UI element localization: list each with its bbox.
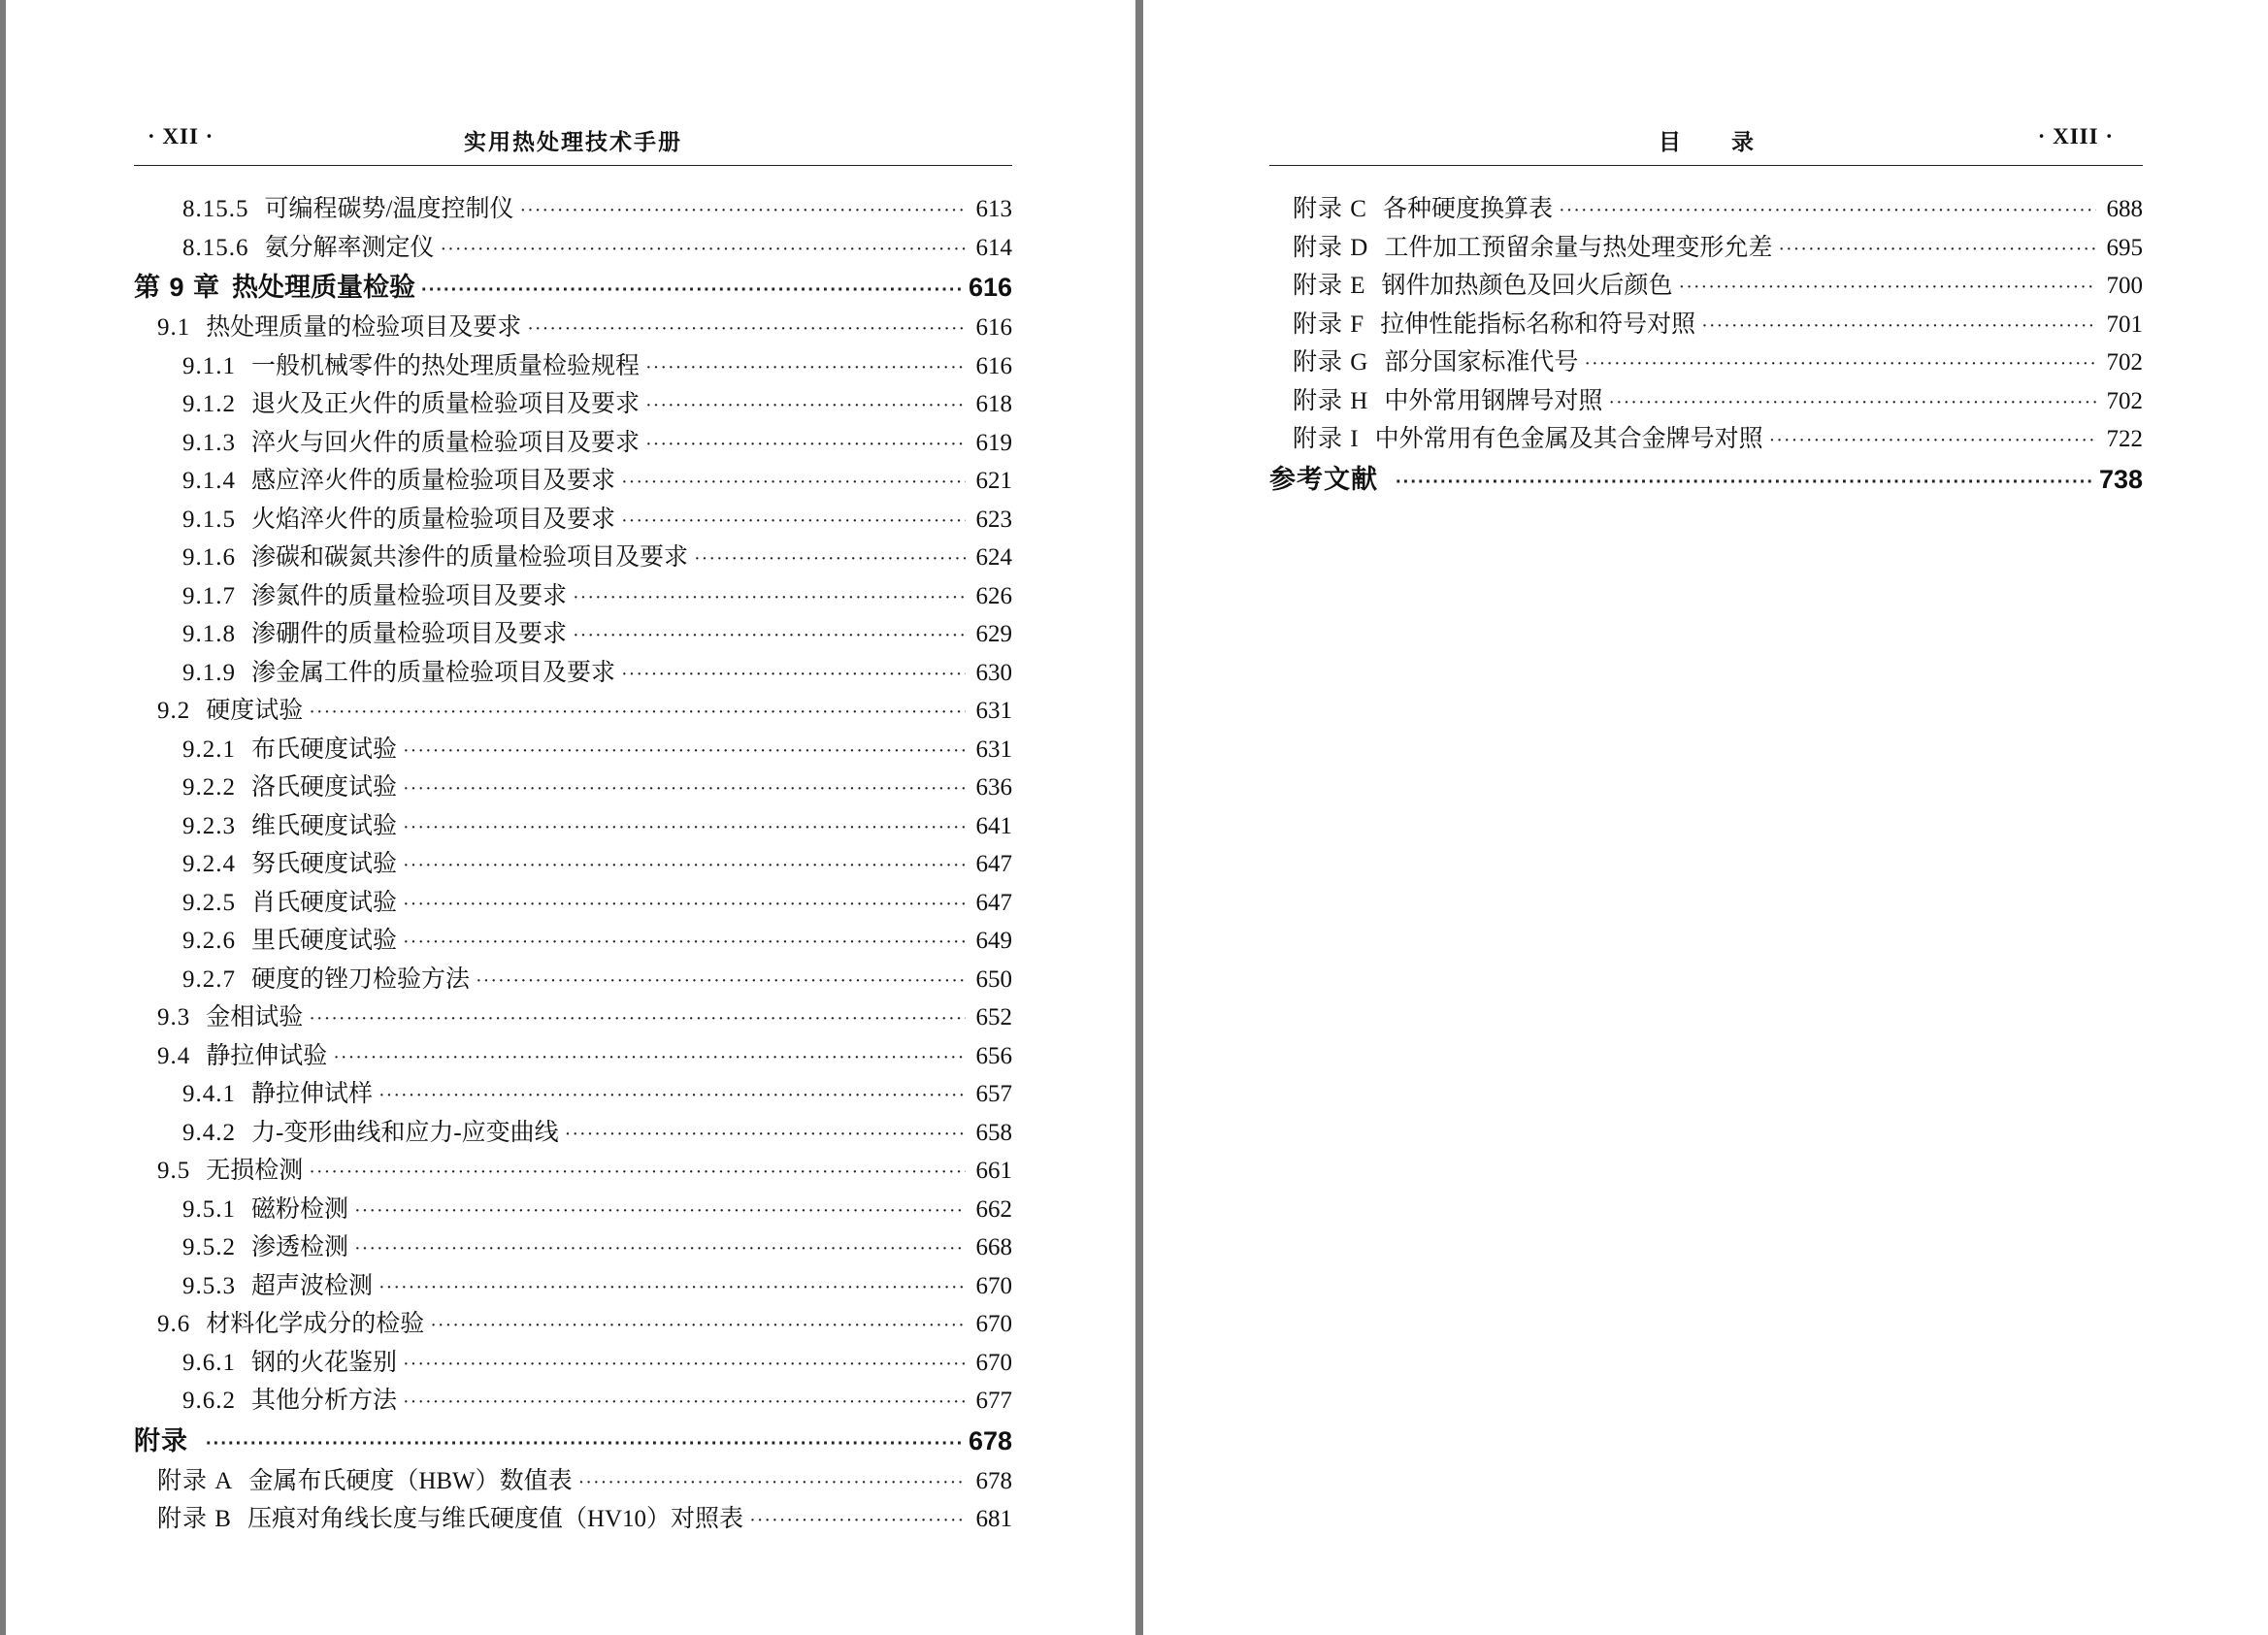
toc-entry-title: 无损检测 [206, 1158, 304, 1184]
toc-entry-number: 9.1.1 [182, 352, 236, 379]
toc-entry-page: 670 [975, 1272, 1012, 1299]
toc-entry-number: 9.1.6 [182, 544, 236, 571]
dot-leader [403, 1346, 966, 1385]
toc-entry-title: 部分国家标准代号 [1384, 349, 1579, 376]
toc-entry[interactable] [134, 1075, 1012, 1114]
dot-leader [403, 886, 966, 925]
toc-entry[interactable] [134, 845, 1012, 884]
dot-leader [1559, 192, 2096, 231]
toc-entry-number: 9.2.6 [182, 928, 236, 954]
toc-entry-page: 670 [975, 1311, 1012, 1337]
toc-entry-page: 678 [975, 1467, 1012, 1494]
toc-entry-number: 附录 E [1293, 273, 1366, 299]
toc-entry[interactable] [134, 807, 1012, 846]
toc-entry-page: 647 [975, 851, 1012, 877]
toc-entry[interactable] [134, 1228, 1012, 1267]
toc-entry-page: 701 [2106, 311, 2143, 338]
toc-entry[interactable] [134, 424, 1012, 463]
dot-leader [621, 503, 966, 541]
toc-entry-page: 616 [975, 314, 1012, 341]
dot-leader [430, 1307, 966, 1346]
toc-entry-page: 626 [975, 582, 1012, 609]
toc-entry[interactable] [1269, 343, 2143, 382]
toc-entry[interactable] [134, 1114, 1012, 1153]
toc-entry-title: 渗碳和碳氮共渗件的质量检验项目及要求 [251, 544, 689, 571]
dot-leader [519, 192, 966, 231]
dot-leader [403, 733, 966, 771]
dot-leader [421, 270, 961, 311]
toc-entry[interactable] [134, 1267, 1012, 1306]
toc-entry-page: 623 [975, 506, 1012, 533]
toc-entry-number: 9.5.3 [182, 1272, 236, 1299]
toc-entry-title: 可编程碳势/温度控制仪 [264, 196, 514, 222]
toc-entry-title: 热处理质量的检验项目及要求 [206, 314, 522, 341]
toc-entry-page: 722 [2106, 426, 2143, 452]
dot-leader [645, 349, 966, 388]
toc-entry-title: 肖氏硬度试验 [251, 889, 398, 916]
toc-entry-page: 636 [975, 774, 1012, 801]
toc-entry[interactable] [134, 1382, 1012, 1421]
toc-entry-number: 9.6.1 [182, 1349, 236, 1376]
toc-entry-title: 工件加工预留余量与热处理变形允差 [1384, 234, 1773, 261]
toc-entry[interactable] [134, 1344, 1012, 1383]
toc-entry[interactable] [1269, 267, 2143, 306]
toc-entry[interactable] [134, 922, 1012, 961]
page-header [134, 114, 1012, 166]
dot-leader [309, 694, 966, 733]
toc-entry-number: 9.2.4 [182, 851, 236, 877]
toc-entry-number: 9.4.1 [182, 1081, 236, 1107]
toc-entry-page: 650 [975, 965, 1012, 993]
dot-leader [403, 847, 966, 886]
dot-leader [1396, 462, 2091, 504]
dot-leader [1769, 422, 2096, 461]
toc-entry-page: 702 [2106, 349, 2143, 376]
toc-entry[interactable] [134, 1305, 1012, 1344]
toc-entry-number: 9.1 [157, 314, 191, 341]
toc-entry-page: 631 [975, 698, 1012, 724]
toc-entry-title: 渗氮件的质量检验项目及要求 [251, 582, 568, 609]
toc-entry-page: 616 [975, 352, 1012, 379]
toc-entry-title: 渗透检测 [251, 1234, 349, 1260]
dot-leader [1608, 384, 2096, 423]
toc-entry-page: 621 [975, 468, 1012, 494]
toc-entry-title: 力-变形曲线和应力-应变曲线 [251, 1119, 559, 1146]
dot-leader [333, 1039, 966, 1078]
toc-entry-page: 618 [975, 391, 1012, 417]
toc-entry[interactable] [1269, 382, 2143, 421]
toc-entry[interactable] [134, 731, 1012, 769]
toc-entry[interactable] [134, 190, 1012, 229]
toc-entry-title: 硬度试验 [206, 698, 304, 724]
dot-leader [309, 1154, 966, 1193]
toc-entry-page: 678 [968, 1425, 1012, 1455]
page-header [1269, 114, 2143, 166]
toc-entry-number: 9.6.2 [182, 1388, 236, 1414]
toc-entry-number: 9.2.1 [182, 736, 236, 763]
dot-leader [621, 464, 966, 503]
toc-entry-page: 677 [975, 1388, 1012, 1414]
toc-entry-number: 9.4.2 [182, 1119, 236, 1146]
toc-entry-title: 金属布氏硬度（HBW）数值表 [248, 1467, 573, 1494]
toc-entry-number: 附录 A [157, 1467, 234, 1494]
toc-entry-page: 662 [975, 1195, 1012, 1223]
toc-entry-number: 9.2.7 [182, 965, 236, 993]
toc-entry-title: 渗硼件的质量检验项目及要求 [251, 621, 568, 647]
toc-entry-number: 9.1.7 [182, 582, 236, 609]
toc-entry-number: 9.2.5 [182, 889, 236, 916]
toc-entry-title: 布氏硬度试验 [251, 736, 398, 763]
toc-entry-number: 附录 I [1293, 426, 1360, 452]
toc-entry-page: 681 [975, 1506, 1012, 1532]
toc-entry-page: 641 [975, 812, 1012, 839]
dot-leader [1701, 308, 2096, 346]
toc-entry[interactable] [134, 385, 1012, 424]
toc-entry-number: 附录 F [1293, 311, 1365, 338]
toc-entry-page: 652 [975, 1004, 1012, 1030]
toc-chapter-entry[interactable] [1269, 459, 2143, 501]
toc-entry-number: 附录 [134, 1425, 188, 1455]
toc-entry-title: 金相试验 [206, 1004, 304, 1030]
dot-leader [621, 656, 966, 695]
dot-leader [573, 617, 966, 656]
dot-leader [565, 1116, 966, 1155]
book-title: 实用热处理技术手册 [464, 130, 682, 154]
toc-entry-number: 第 9 章 [134, 273, 221, 302]
toc-entry-page: 658 [975, 1119, 1012, 1146]
toc-entry-page: 619 [975, 429, 1012, 456]
toc-entry[interactable] [134, 961, 1012, 999]
page-number: · XIII · [2037, 124, 2114, 148]
toc-entry-number: 9.2.3 [182, 812, 236, 839]
toc-entry[interactable] [134, 309, 1012, 347]
toc-entry[interactable] [134, 1462, 1012, 1501]
toc-entry-title: 维氏硬度试验 [251, 812, 398, 839]
toc-entry-page: 657 [975, 1081, 1012, 1107]
toc-entry-title: 钢件加热颜色及回火后颜色 [1381, 273, 1673, 299]
toc-entry-title: 中外常用钢牌号对照 [1384, 387, 1603, 414]
toc-entry-title: 钢的火花鉴别 [251, 1349, 398, 1376]
toc-entry-number: 9.5.1 [182, 1195, 236, 1223]
toc-entry-number: 9.2 [157, 698, 191, 724]
toc-entry-page: 656 [975, 1042, 1012, 1069]
dot-leader [749, 1502, 966, 1541]
toc-entry-title: 淬火与回火件的质量检验项目及要求 [251, 429, 641, 456]
toc-entry-number: 9.1.9 [182, 659, 236, 686]
toc-entry-page: 613 [975, 196, 1012, 222]
toc-entry-page: 614 [975, 234, 1012, 261]
toc-entry[interactable] [134, 884, 1012, 923]
dot-leader [403, 770, 966, 809]
toc-entry-number: 9.5 [157, 1158, 191, 1184]
toc-entry-title: 一般机械零件的热处理质量检验规程 [251, 352, 641, 379]
toc-entry-number: 9.1.3 [182, 429, 236, 456]
toc-entry-title: 静拉伸试验 [206, 1042, 328, 1069]
toc-entry-number: 9.4 [157, 1042, 191, 1069]
toc-chapter-entry[interactable] [134, 267, 1012, 309]
toc-entry[interactable] [134, 539, 1012, 577]
toc-entry[interactable] [134, 692, 1012, 731]
dot-leader [645, 426, 966, 465]
toc-entry-number: 9.1.8 [182, 621, 236, 647]
toc-entry[interactable] [1269, 229, 2143, 268]
dot-leader [403, 924, 966, 963]
dot-leader [645, 387, 966, 426]
toc-entry-title: 火焰淬火件的质量检验项目及要求 [251, 506, 616, 533]
toc-entry-number: 附录 C [1293, 196, 1367, 222]
toc-entry[interactable] [134, 1152, 1012, 1191]
dot-leader [1778, 231, 2096, 270]
toc-entry[interactable] [134, 462, 1012, 501]
toc-entry-title: 氨分解率测定仪 [264, 234, 435, 261]
toc-entry-page: 670 [975, 1349, 1012, 1376]
dot-leader [1584, 345, 2096, 384]
toc-entry-number: 9.3 [157, 1004, 191, 1030]
toc-entry-title: 磁粉检测 [251, 1195, 349, 1223]
dot-leader [441, 231, 966, 270]
toc-entry-title: 静拉伸试样 [251, 1081, 374, 1107]
toc-entry[interactable] [1269, 420, 2143, 459]
dot-leader [573, 579, 966, 618]
toc-entry-title: 里氏硬度试验 [251, 928, 398, 954]
toc-entry-number: 9.1.2 [182, 391, 236, 417]
toc-entry-page: 695 [2106, 234, 2143, 261]
toc-entry-page: 649 [975, 928, 1012, 954]
toc-entry[interactable] [134, 347, 1012, 386]
toc-entry-page: 647 [975, 889, 1012, 916]
toc-entry-page: 631 [975, 736, 1012, 763]
toc-entry-title: 各种硬度换算表 [1382, 196, 1553, 222]
toc-entry[interactable] [1269, 306, 2143, 344]
table-of-contents [134, 190, 1012, 1539]
toc-entry[interactable] [134, 768, 1012, 807]
toc-entry[interactable] [134, 1191, 1012, 1229]
toc-entry-title: 努氏硬度试验 [251, 851, 398, 877]
dot-leader [403, 809, 966, 848]
toc-entry-page: 702 [2106, 387, 2143, 414]
toc-entry-number: 8.15.5 [182, 196, 249, 222]
dot-leader [378, 1269, 966, 1308]
toc-entry[interactable] [134, 229, 1012, 268]
toc-entry-title: 硬度的锉刀检验方法 [251, 965, 471, 993]
toc-entry-title: 中外常用有色金属及其合金牌号对照 [1374, 426, 1763, 452]
dot-leader [694, 540, 966, 579]
toc-entry[interactable] [134, 501, 1012, 540]
toc-entry-number: 附录 H [1293, 387, 1369, 414]
toc-entry-title: 退火及正火件的质量检验项目及要求 [251, 391, 641, 417]
toc-entry[interactable] [134, 1037, 1012, 1076]
toc-entry-page: 700 [2106, 273, 2143, 299]
toc-entry-number: 附录 D [1293, 234, 1369, 261]
toc-entry[interactable] [134, 577, 1012, 616]
toc-entry[interactable] [134, 998, 1012, 1037]
toc-entry-page: 668 [975, 1234, 1012, 1260]
toc-entry-page: 738 [2098, 464, 2143, 494]
dot-leader [476, 963, 966, 1001]
toc-entry[interactable] [134, 615, 1012, 654]
toc-entry[interactable] [134, 654, 1012, 693]
toc-entry-number: 9.6 [157, 1311, 191, 1337]
toc-entry-number: 9.2.2 [182, 774, 236, 801]
right-page [1143, 0, 2268, 1635]
toc-entry-page: 616 [968, 273, 1012, 302]
toc-chapter-entry[interactable] [134, 1421, 1012, 1462]
toc-entry-number: 9.1.4 [182, 468, 236, 494]
toc-entry-page: 688 [2106, 196, 2143, 222]
toc-entry-title: 渗金属工件的质量检验项目及要求 [251, 659, 616, 686]
dot-leader [309, 1000, 966, 1039]
toc-entry-page: 661 [975, 1158, 1012, 1184]
dot-leader [403, 1384, 966, 1422]
toc-entry-title: 热处理质量检验 [232, 273, 416, 302]
toc-entry-title: 洛氏硬度试验 [251, 774, 398, 801]
page-number: · XII · [148, 124, 214, 148]
toc-entry-title: 其他分析方法 [251, 1388, 398, 1414]
dot-leader [1679, 269, 2096, 308]
toc-entry-title: 拉伸性能指标名称和符号对照 [1380, 311, 1696, 338]
dot-leader [378, 1077, 966, 1116]
left-page [6, 0, 1135, 1635]
toc-entry-number: 参考文献 [1269, 464, 1378, 494]
dot-leader [354, 1193, 966, 1231]
toc-entry-number: 9.5.2 [182, 1234, 236, 1260]
dot-leader [578, 1464, 966, 1503]
toc-entry-number: 9.1.5 [182, 506, 236, 533]
dot-leader [527, 311, 966, 349]
toc-entry-page: 630 [975, 659, 1012, 686]
toc-entry-title: 材料化学成分的检验 [206, 1311, 425, 1337]
section-title: 目录 [1659, 130, 1804, 154]
toc-entry-number: 8.15.6 [182, 234, 249, 261]
dot-leader [206, 1423, 961, 1465]
toc-entry-number: 附录 B [157, 1506, 232, 1532]
dot-leader [354, 1230, 966, 1269]
toc-entry[interactable] [1269, 190, 2143, 229]
table-of-contents [1269, 190, 2143, 501]
toc-entry-number: 附录 G [1293, 349, 1369, 376]
toc-entry-title: 超声波检测 [251, 1272, 374, 1299]
toc-entry-title: 感应淬火件的质量检验项目及要求 [251, 468, 616, 494]
toc-entry-page: 624 [975, 544, 1012, 571]
toc-entry-title: 压痕对角线长度与维氏硬度值（HV10）对照表 [247, 1506, 744, 1532]
toc-entry[interactable] [134, 1500, 1012, 1539]
toc-entry-page: 629 [975, 621, 1012, 647]
